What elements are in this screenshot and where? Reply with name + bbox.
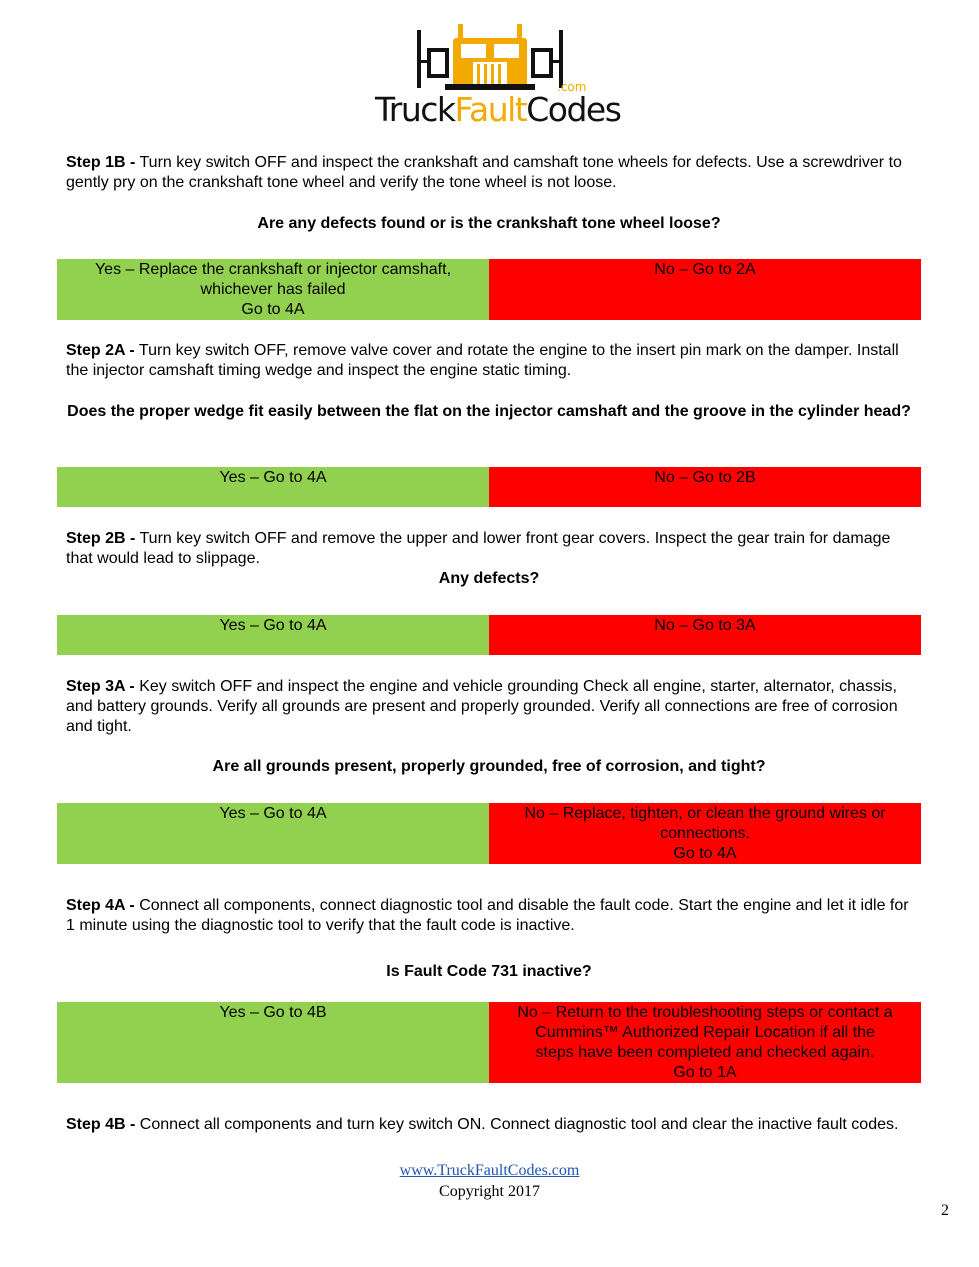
website-link[interactable]: www.TruckFaultCodes.com (399, 1162, 580, 1179)
step-text: Turn key switch OFF and inspect the crankshaft and camshaft tone wheels for defects. Use a screwdriver to gently pry on the crankshaft tone wheel and verify the tone wheel is not loose. (66, 154, 902, 191)
answer-line: Yes – Go to 4B (219, 1004, 327, 1021)
answer-line: No – Go to 2A (654, 261, 756, 278)
answer-row-2 (57, 467, 921, 507)
no-answer-cell (489, 259, 921, 320)
step-text: Turn key switch OFF and remove the upper and lower front gear covers. Inspect the gear train for damage that would lead to slippage. (66, 530, 891, 567)
step-2b-paragraph (66, 529, 916, 569)
yes-answer-cell (57, 803, 489, 864)
answer-line: No – Go to 2B (654, 469, 756, 486)
no-answer-cell (489, 615, 921, 655)
step-text: Turn key switch OFF, remove valve cover and rotate the engine to the insert pin mark on the damper. Install the injector camshaft timing wedge and inspect the engine static timing. (66, 342, 899, 379)
answer-line: No – Go to 3A (654, 617, 756, 634)
step-text: Connect all components and turn key switch ON. Connect diagnostic tool and clear the inactive fault codes. (135, 1116, 899, 1133)
answer-row-3 (57, 615, 921, 655)
step-text: Connect all components, connect diagnostic tool and disable the fault code. Start the engine and let it idle for 1 minute using the diagnostic tool to verify that the fault code is inactive. (66, 897, 909, 934)
step-4b-paragraph (66, 1115, 916, 1135)
question-1: Are any defects found or is the crankshaft tone wheel loose? (257, 215, 721, 232)
answer-row-5 (57, 1002, 921, 1083)
yes-answer-cell (57, 259, 489, 320)
yes-answer-cell (57, 615, 489, 655)
no-answer-cell (489, 803, 921, 864)
footer-link-line (0, 1161, 979, 1181)
step-label: Step 2B - (66, 530, 136, 547)
answer-line: Go to 4A (673, 845, 737, 862)
step-3a-paragraph (66, 677, 916, 737)
answer-line: connections. (660, 825, 750, 842)
answer-line: Go to 4A (241, 301, 305, 318)
no-answer-cell (489, 467, 921, 507)
answer-line: steps have been completed and checked again. (535, 1044, 875, 1061)
step-label: Step 2A - (66, 342, 135, 359)
no-answer-cell (489, 1002, 921, 1083)
step-2a-paragraph (66, 341, 916, 381)
answer-line: Go to 1A (673, 1064, 737, 1081)
answer-line: Yes – Go to 4A (219, 805, 327, 822)
answer-row-4 (57, 803, 921, 864)
question-4: Are all grounds present, properly grounded, free of corrosion, and tight? (212, 758, 766, 775)
question-2: Does the proper wedge fit easily between the flat on the injector camshaft and the groove in the cylinder head? (67, 403, 911, 420)
answer-row-1 (57, 259, 921, 320)
answer-line: Yes – Go to 4A (219, 469, 327, 486)
logo-word-codes: Codes (526, 90, 621, 129)
answer-line: Cummins™ Authorized Repair Location if all the (535, 1024, 875, 1041)
answer-line: Yes – Replace the crankshaft or injector camshaft, (94, 261, 452, 278)
question-5: Is Fault Code 731 inactive? (386, 963, 592, 980)
logo-wordmark (375, 90, 621, 129)
answer-line: No – Return to the troubleshooting steps or contact a (517, 1004, 893, 1021)
question-3: Any defects? (438, 570, 540, 587)
site-logo (375, 20, 621, 130)
answer-line: Yes – Go to 4A (219, 617, 327, 634)
step-text: Key switch OFF and inspect the engine and vehicle grounding Check all engine, starter, alternator, chassis, and battery grounds. Verify all grounds are present and properly grounded. Verify all connections are free of corrosion and tight. (66, 678, 898, 735)
copyright-text: Copyright 2017 (439, 1183, 540, 1200)
answer-line: No – Replace, tighten, or clean the ground wires or (524, 805, 886, 822)
logo-dotcom: .com (557, 80, 587, 94)
step-label: Step 3A - (66, 678, 135, 695)
step-label: Step 1B - (66, 154, 136, 171)
step-label: Step 4A - (66, 897, 135, 914)
step-label: Step 4B - (66, 1116, 136, 1133)
step-4a-paragraph (66, 896, 916, 936)
yes-answer-cell (57, 1002, 489, 1083)
logo-word-truck: Truck (375, 90, 455, 129)
step-1b-paragraph (66, 153, 916, 193)
page-number: 2 (941, 1202, 949, 1219)
yes-answer-cell (57, 467, 489, 507)
logo-word-fault: Fault (454, 90, 527, 129)
answer-line: whichever has failed (200, 281, 346, 298)
